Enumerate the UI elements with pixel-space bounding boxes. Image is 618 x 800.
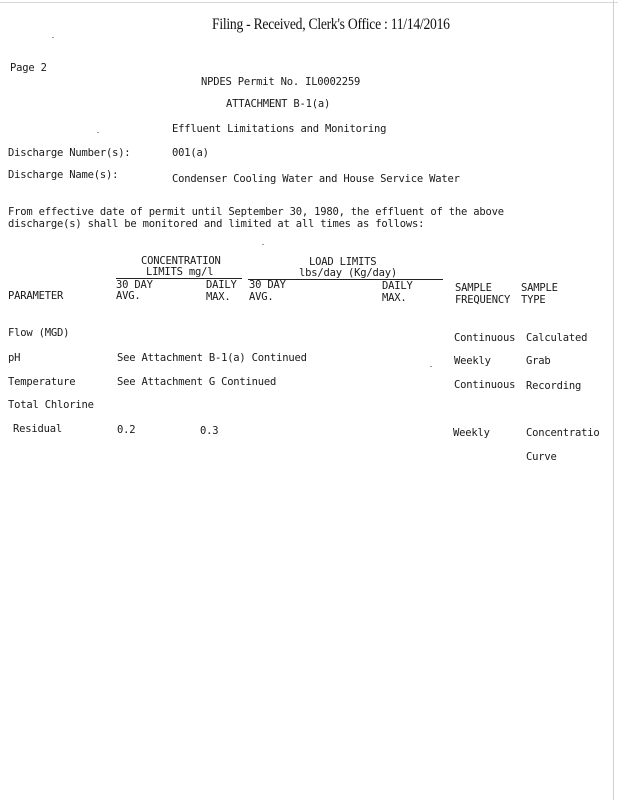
load-units-heading: lbs/day (Kg/day) [299, 267, 397, 279]
table-row-type: Calculated [526, 332, 588, 344]
intro-line-2: discharge(s) shall be monitored and limited at all times as follows: [8, 218, 425, 230]
conc-daily-heading: DAILY [206, 279, 237, 291]
concentration-units-heading: LIMITS mg/l [146, 266, 214, 278]
conc-30day-heading: 30 DAY [116, 279, 153, 291]
conc-daily-heading-2: MAX. [206, 291, 231, 303]
conc-30day-heading-2: AVG. [116, 290, 141, 302]
discharge-name-label: Discharge Name(s): [8, 169, 119, 181]
scan-speck [430, 366, 432, 367]
sample-type-heading: SAMPLE [521, 282, 558, 294]
load-30day-heading: 30 DAY [249, 279, 286, 291]
table-row-parameter: Total Chlorine [8, 399, 94, 411]
page-number: Page 2 [10, 62, 47, 74]
table-row-type-continued: Curve [526, 451, 557, 463]
permit-number: NPDES Permit No. IL0002259 [201, 76, 361, 88]
section-subtitle: Effluent Limitations and Monitoring [172, 123, 387, 135]
sample-frequency-heading: SAMPLE [455, 282, 492, 294]
scan-speck [52, 37, 54, 38]
concentration-group-heading: CONCENTRATION [141, 255, 221, 267]
scan-edge-top [0, 2, 618, 3]
table-row-parameter: Temperature [8, 376, 76, 388]
intro-line-1: From effective date of permit until September 30, 1980, the effluent of the above [8, 206, 504, 218]
load-30day-heading-2: AVG. [249, 291, 274, 303]
attachment-title: ATTACHMENT B-1(a) [226, 98, 331, 110]
table-row-parameter: Flow (MGD) [8, 327, 70, 339]
table-row-type: Grab [526, 355, 551, 367]
table-row-conc-max: 0.3 [200, 425, 219, 437]
discharge-number-value: 001(a) [172, 147, 209, 159]
discharge-name-value: Condenser Cooling Water and House Service Water [172, 173, 460, 185]
scan-edge-right [613, 0, 614, 800]
table-row-frequency: Continuous [454, 379, 516, 391]
table-row-frequency: Weekly [454, 355, 491, 367]
table-row-note: See Attachment B-1(a) Continued [117, 352, 307, 364]
filing-stamp: Filing - Received, Clerk's Office : 11/14/2016 [212, 16, 450, 33]
table-row-parameter: pH [8, 352, 21, 364]
scan-speck [97, 132, 99, 133]
load-group-heading: LOAD LIMITS [309, 256, 377, 268]
table-row-frequency: Continuous [454, 332, 516, 344]
load-daily-heading: DAILY [382, 280, 413, 292]
table-row-type: Recording [526, 380, 582, 392]
table-row-frequency: Weekly [453, 427, 490, 439]
table-row-parameter: Residual [13, 423, 62, 435]
sample-type-heading-2: TYPE [521, 294, 546, 306]
table-row-conc-avg: 0.2 [117, 424, 136, 436]
sample-frequency-heading-2: FREQUENCY [455, 294, 511, 306]
parameter-heading: PARAMETER [8, 290, 64, 302]
scan-speck [262, 244, 264, 245]
discharge-number-label: Discharge Number(s): [8, 147, 131, 159]
table-row-note: See Attachment G Continued [117, 376, 277, 388]
load-daily-heading-2: MAX. [382, 292, 407, 304]
table-row-type: Concentratio [526, 427, 600, 439]
